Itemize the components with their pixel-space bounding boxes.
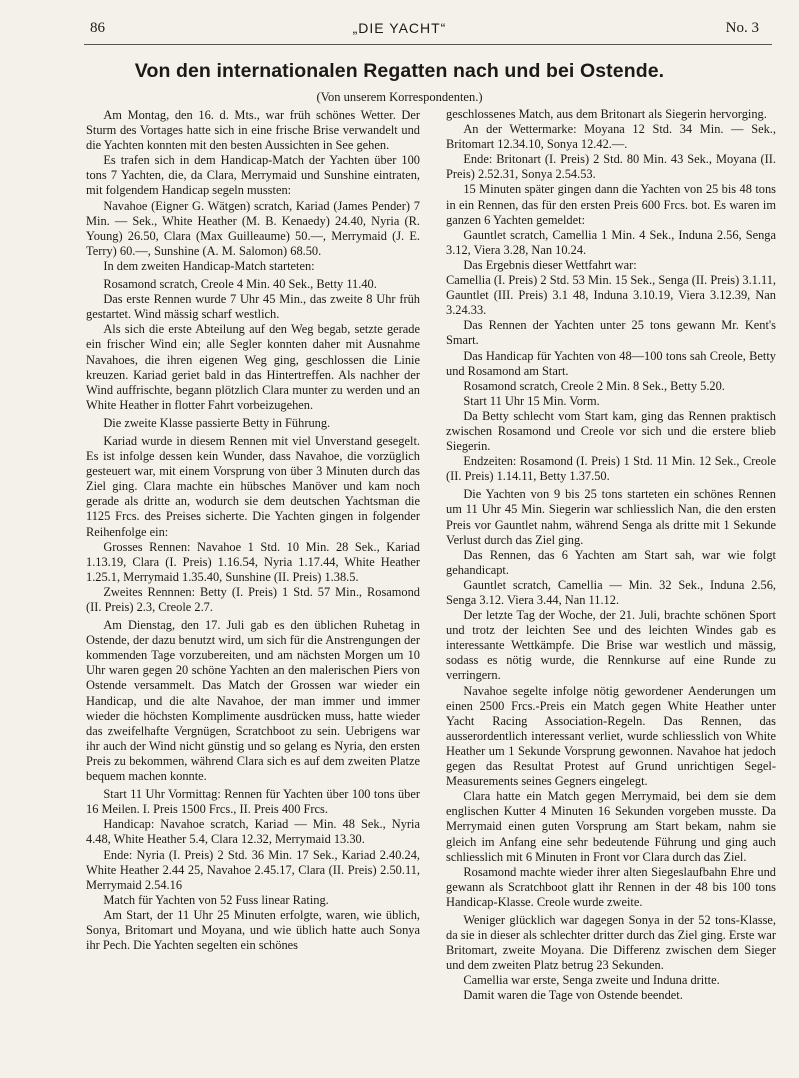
paragraph: Camellia war erste, Senga zweite und Induna dritte. [463, 973, 720, 988]
issue-number: No. 3 [725, 20, 759, 36]
article-title: Von den internationalen Regatten nach und bei Ostende. [134, 60, 665, 82]
paragraph: Der letzte Tag der Woche, der 21. Juli, brachte schönen Sport und trotz der leichten See und des leichten Windes gab es interessante Wettkämpfe. Die Brise war westlich und mässig, sodass es nötig wurde, die Rennkurse auf eine Runde zu verringern. [446, 608, 776, 683]
paragraph: Die zweite Klasse passierte Betty in Führung. [103, 415, 331, 430]
paragraph: Navahoe segelte infolge nötig gewordener Aenderungen um einen 2500 Frcs.-Preis ein Match gegen White Heather unter Yacht Racing Association-Regeln. Das Rennen, das ausserordentlich interessant verliet, wurde schliesslich von White Heather um 1 Sekunde Vorsprung gewonnen. Navahoe hat jedoch gegen das Resultat Protest auf Grund unrichtigen Segel-Measurements seines Gegners eingelegt. [446, 683, 776, 789]
paragraph: Start 11 Uhr Vormittag: Rennen für Yachten über 100 tons über 16 Meilen. I. Preis 1500 Frcs., II. Preis 400 Frcs. [86, 787, 420, 817]
paragraph: Match für Yachten von 52 Fuss linear Rating. [103, 892, 329, 907]
paragraph: Das erste Rennen wurde 7 Uhr 45 Min., das zweite 8 Uhr früh gestartet. Wind mässig scharf westlich. [86, 292, 420, 322]
paragraph: Es trafen sich in dem Handicap-Match der Yachten über 100 tons 7 Yachten, die, da Clara, Merrymaid und Sunshine eintraten, mit folgendem Handicap segeln mussten: [86, 153, 420, 198]
paragraph: Weniger glücklich war dagegen Sonya in der 52 tons-Klasse, da sie in dieser als schlechter dritter durch das Ziel ging. Erste war Britomart, zweite Moyana. Die Differenz zwischen dem Sieger und dem zweiten Platz betrug 23 Sekunden. [446, 912, 776, 973]
paragraph: Rosamond scratch, Creole 2 Min. 8 Sek., Betty 5.20. [463, 378, 725, 393]
paragraph: Am Dienstag, den 17. Juli gab es den üblichen Ruhetag in Ostende, der dazu benutzt wird, um sich für die Anstrengungen der kommenden Tage vorzubereiten, und am nächsten Morgen um 10 Uhr waren gegen 20 schöne Yachten an den malerischen Piers von Ostende versammelt. Das Match der Grossen war wieder ein Handicap, und die alte Navahoe, der man immer und immer wieder die höchsten Komplimente ausdrücken muss, hatte wieder das zweifelhafte Vergnügen, Scratchboot zu sein. Uebrigens war ihr auch der Wind nicht günstig und so gelang es Nyria, den ersten Preis zu bekommen, während Clara sich es auf dem zweiten Platze bequem machen konnte. [86, 618, 420, 784]
page-header [0, 18, 799, 42]
paragraph: An der Wettermarke: Moyana 12 Std. 34 Min. — Sek., Britomart 12.34.10, Sonya 12.42.—. [446, 122, 776, 152]
paragraph: Damit waren die Tage von Ostende beendet. [463, 988, 683, 1003]
paragraph: In dem zweiten Handicap-Match starteten: [103, 258, 315, 273]
page-number: 86 [90, 20, 105, 36]
paragraph: Grosses Rennen: Navahoe 1 Std. 10 Min. 28 Sek., Kariad 1.13.19, Clara (I. Preis) 1.16.54, Nyria 1.17.44, White Heather 1.25.1, Merrymaid 1.35.40, Sunshine (II. Preis) 1.38.5. [86, 539, 420, 584]
magazine-title: „DIE YACHT“ [352, 20, 447, 36]
paragraph: Gauntlet scratch, Camellia 1 Min. 4 Sek., Induna 2.56, Senga 3.12, Viera 3.28, Nan 10.24. [446, 227, 776, 257]
paragraph: Die Yachten von 9 bis 25 tons starteten ein schönes Rennen um 11 Uhr 45 Min. Siegerin war schliesslich Nan, die den ersten Preis vor Gauntlet nahm, während Senga als dritte mit 1 Sekunde Verlust durch das Ziel ging. [446, 487, 776, 547]
paragraph: Das Handicap für Yachten von 48—100 tons sah Creole, Betty und Rosamond am Start. [446, 348, 776, 378]
paragraph: Am Montag, den 16. d. Mts., war früh schönes Wetter. Der Sturm des Vortages hatte sich in eine frische Brise verwandelt und die Yachten konnten mit den besten Aussichten in See gehen. [86, 108, 420, 153]
paragraph: Kariad wurde in diesem Rennen mit viel Unverstand gesegelt. Es ist infolge dessen kein Wunder, dass Navahoe, die vorzüglich gesteuert war, mit einem Vorsprung von über 3 Minuten durch das Ziel ging. Clara machte ein hübsches Manöver und kam noch gerade als dritte an, wodurch sie dem deutschen Yachtsman die 1125 Frcs. des Preises sicherte. Die Yachten gingen in folgender Reihenfolge ein: [86, 433, 420, 539]
paragraph: Rosamond machte wieder ihrer alten Siegeslaufbahn Ehre und gewann als Scratchboot glatt ihr Rennen in der 48 bis 100 tons Handicap-Klasse. Creole wurde zweite. [446, 864, 776, 909]
left-column [86, 108, 420, 953]
paragraph: Ende: Britonart (I. Preis) 2 Std. 80 Min. 43 Sek., Moyana (II. Preis) 2.52.31, Sonya 2.54.53. [446, 152, 776, 182]
header-rule [84, 44, 772, 45]
paragraph: Start 11 Uhr 15 Min. Vorm. [463, 393, 600, 408]
article-subtitle: (Von unserem Korrespondenten.) [316, 90, 483, 104]
paragraph: geschlossenes Match, aus dem Britonart als Siegerin hervorging. [446, 107, 767, 121]
paragraph: Zweites Rennnen: Betty (I. Preis) 1 Std. 57 Min., Rosamond (II. Preis) 2.3, Creole 2.7. [86, 584, 420, 614]
paragraph: Rosamond scratch, Creole 4 Min. 40 Sek., Betty 11.40. [103, 277, 377, 292]
right-column [446, 107, 776, 1004]
paragraph: Endzeiten: Rosamond (I. Preis) 1 Std. 11 Min. 12 Sek., Creole (II. Preis) 1.14.11, Betty 1.37.50. [446, 454, 776, 484]
paragraph: Gauntlet scratch, Camellia — Min. 32 Sek., Induna 2.56, Senga 3.12. Viera 3.44, Nan 11.12. [446, 577, 776, 607]
paragraph: Am Start, der 11 Uhr 25 Minuten erfolgte, waren, wie üblich, Sonya, Britomart und Moyana, und wie üblich hatte auch Sonya ihr Pech. Die Yachten segelten ein schönes [86, 907, 420, 953]
paragraph: Navahoe (Eigner G. Wätgen) scratch, Kariad (James Pender) 7 Min. — Sek., White Heather (M. B. Kenaedy) 24.40, Nyria (R. Young) 26.50, Clara (Max Guilleaume) 50.—, Merrymaid (J. E. Terry) 60.—, Sunshine (A. M. Salomon) 68.50. [86, 198, 420, 258]
paragraph: Das Rennen der Yachten unter 25 tons gewann Mr. Kent's Smart. [446, 318, 776, 348]
paragraph: Handicap: Navahoe scratch, Kariad — Min. 48 Sek., Nyria 4.48, White Heather 5.4, Clara 12.32, Merrymaid 13.30. [86, 817, 420, 847]
paragraph: Da Betty schlecht vom Start kam, ging das Rennen praktisch zwischen Rosamond und Creole vor sich und die erstere blieb Siegerin. [446, 408, 776, 454]
paragraph: Das Rennen, das 6 Yachten am Start sah, war wie folgt gehandicapt. [446, 547, 776, 577]
paragraph: Ende: Nyria (I. Preis) 2 Std. 36 Min. 17 Sek., Kariad 2.40.24, White Heather 2.44 25, Navahoe 2.45.17, Clara (II. Preis) 2.50.11, Merrymaid 2.54.16 [86, 847, 420, 892]
paragraph: Clara hatte ein Match gegen Merrymaid, bei dem sie dem englischen Kutter 4 Minuten 16 Sekunden vorgeben musste. Da Merrymaid einen guten Vorsprung am Start bekam, nahm sie gleich im Anfang eine sehr bedeutende Führung und ging auch schliesslich mit 6 Minuten in Front vor Clara durch das Ziel. [446, 789, 776, 864]
paragraph: Als sich die erste Abteilung auf den Weg begab, setzte gerade ein frischer Wind ein; alle Segler konnten daher mit Ausnahme Navahoes, die ihren eigenen Weg ging, geschlossen die Linie kreuzen. Kariad geriet bald in das Hintertreffen. Als nachher der Wind auffrischte, begann plötzlich Clara munter zu werden und an White Heather in flotter Fahrt vorbeizugehen. [86, 322, 420, 412]
paragraph: Camellia (I. Preis) 2 Std. 53 Min. 15 Sek., Senga (II. Preis) 3.1.11, Gauntlet (III. Preis) 3.1 48, Induna 3.10.19, Viera 3.12.39, Nan 3.24.33. [446, 273, 776, 318]
paragraph: Das Ergebnis dieser Wettfahrt war: [463, 257, 637, 272]
paragraph: 15 Minuten später gingen dann die Yachten von 25 bis 48 tons in ein Rennen, das für den ersten Preis 600 Frcs. bot. Es waren im ganzen 6 Yachten gemeldet: [446, 182, 776, 227]
